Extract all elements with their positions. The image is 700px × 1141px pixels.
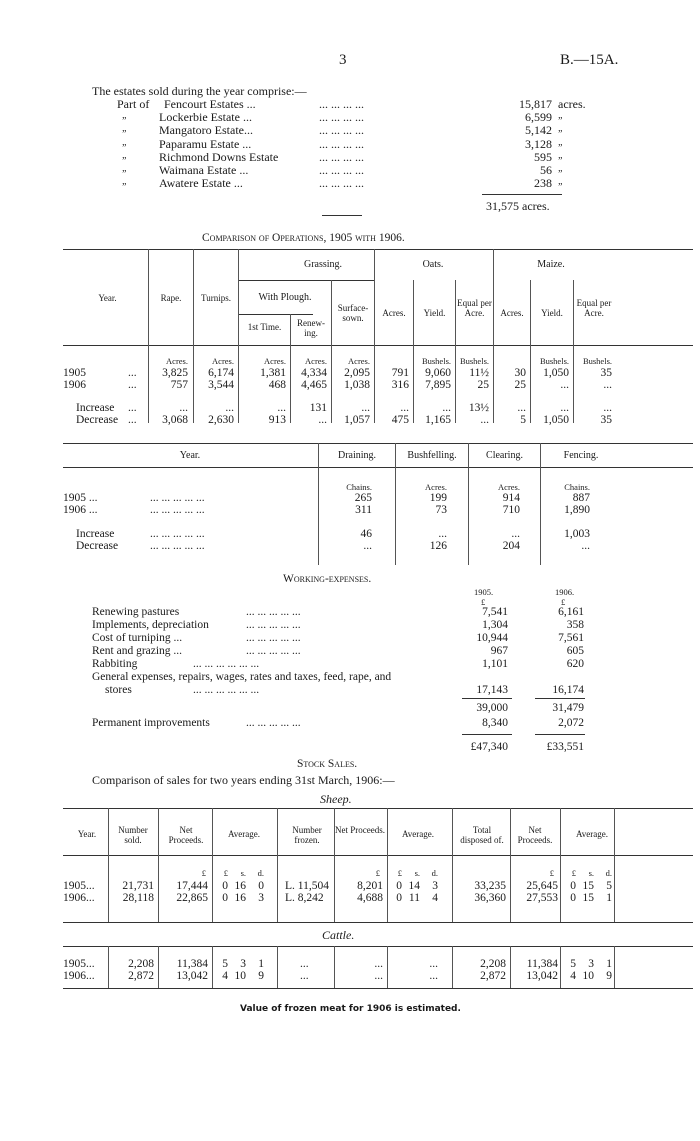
average-pounds: 0 bbox=[570, 880, 576, 892]
expense-1906: 605 bbox=[566, 645, 584, 657]
estate-unit: „ bbox=[558, 149, 564, 161]
cell-value: 35 bbox=[600, 414, 612, 426]
cell-value: 25 bbox=[477, 379, 489, 391]
estate-name: Waimana Estate ... bbox=[159, 163, 249, 177]
total-proceeds: 13,042 bbox=[526, 970, 558, 982]
unit-label: Acres. bbox=[264, 356, 286, 366]
cell-value: ... bbox=[225, 402, 234, 414]
number-frozen: L. 11,504 bbox=[285, 880, 329, 892]
estate-prefix: „ bbox=[122, 110, 128, 122]
estate-acres: 15,817 bbox=[519, 97, 552, 111]
row-label: 1905 ... bbox=[63, 492, 98, 504]
estate-name: Richmond Downs Estate bbox=[159, 149, 279, 164]
header-grassing: Grassing. bbox=[303, 259, 343, 270]
estate-acres: 56 bbox=[540, 163, 552, 177]
cell-value: ... bbox=[560, 379, 569, 391]
average-pence: 3 bbox=[432, 880, 438, 892]
expenses-subtotal-1906: 31,479 bbox=[552, 702, 584, 714]
stock-header-frozen-proceeds: Net Proceeds. bbox=[335, 825, 385, 835]
cell-value: 1,050 bbox=[543, 414, 569, 426]
row-label: 1905... bbox=[63, 958, 95, 970]
cell-value: 475 bbox=[391, 414, 409, 426]
expense-label: Implements, depreciation bbox=[92, 619, 209, 631]
row-leader: ... bbox=[128, 379, 137, 391]
average-shillings: 10 bbox=[582, 970, 594, 982]
estate-name: Mangatoro Estate... bbox=[159, 123, 253, 138]
cell-value: 265 bbox=[354, 492, 372, 504]
estate-leader: ... ... ... ... bbox=[319, 176, 364, 191]
expenses-subtotal-1905: 39,000 bbox=[476, 702, 508, 714]
estate-acres: 6,599 bbox=[525, 110, 552, 125]
cell-value: 914 bbox=[502, 492, 520, 504]
row-label: 1905... bbox=[63, 880, 95, 892]
row-label: Increase bbox=[76, 528, 115, 540]
cell-value: 1,050 bbox=[543, 367, 569, 379]
row-leader: ... ... ... ... ... bbox=[150, 504, 205, 516]
row-leader: ... ... ... ... ... bbox=[150, 492, 205, 504]
sheep-title: Sheep. bbox=[320, 792, 352, 806]
average-shillings: 10 bbox=[234, 970, 246, 982]
footnote: Value of frozen meat for 1906 is estimated. bbox=[240, 1004, 461, 1014]
cell-value: 757 bbox=[170, 379, 188, 391]
row-label: Increase bbox=[76, 402, 115, 414]
estate-name: Awatere Estate ... bbox=[159, 176, 243, 191]
average-pounds: 5 bbox=[570, 958, 576, 970]
unit-label: Acres. bbox=[348, 356, 370, 366]
expenses-col-1906: 1906. bbox=[555, 587, 575, 597]
unit-label: £ bbox=[571, 868, 576, 878]
cell-value: 2,630 bbox=[208, 414, 234, 426]
row-leader: ... ... ... ... ... bbox=[150, 540, 205, 552]
estate-row bbox=[92, 163, 572, 177]
average-pence: 1 bbox=[258, 958, 264, 970]
expense-leader: ... ... ... ... ... bbox=[246, 645, 301, 657]
unit-label: Bushels. bbox=[421, 356, 451, 366]
expense-label: Cost of turniping ... bbox=[92, 632, 183, 644]
estate-row bbox=[92, 137, 572, 151]
stock-header-average: Average. bbox=[227, 829, 261, 839]
stock-intro: Comparison of sales for two years ending 31st March, 1906:— bbox=[92, 773, 395, 787]
expense-leader: ... ... ... ... ... bbox=[246, 619, 301, 631]
header-maize: Maize. bbox=[537, 259, 565, 270]
estate-unit: „ bbox=[558, 136, 564, 148]
cell-value: ... bbox=[581, 540, 590, 552]
unit-label: Chains. bbox=[346, 482, 372, 492]
estate-leader: ... ... ... ... bbox=[319, 123, 364, 138]
header-oats: Oats. bbox=[422, 259, 444, 270]
cell-value: ... bbox=[517, 402, 526, 414]
header-turnips: Turnips. bbox=[201, 293, 231, 303]
average-pounds: 4 bbox=[222, 970, 228, 982]
average-pounds: 0 bbox=[396, 892, 402, 904]
unit-label: £ bbox=[375, 868, 380, 878]
number-frozen: ... bbox=[300, 970, 309, 982]
unit-label: Acres. bbox=[305, 356, 327, 366]
estate-prefix: „ bbox=[122, 163, 128, 174]
estate-leader: ... ... ... ... bbox=[319, 97, 364, 111]
cell-value: 35 bbox=[600, 367, 612, 379]
row-leader: ... bbox=[128, 402, 137, 414]
average-pence: 9 bbox=[258, 970, 264, 982]
expenses-title: Working-expenses. bbox=[283, 573, 372, 585]
row-label: 1906... bbox=[63, 892, 95, 904]
cell-value: 46 bbox=[360, 528, 372, 540]
cell-value: 1,003 bbox=[564, 528, 590, 540]
works-header-bushfelling: Bushfelling. bbox=[407, 450, 457, 461]
estate-unit: „ bbox=[558, 123, 564, 135]
expense-leader: ... ... ... ... ... bbox=[246, 632, 301, 644]
cell-value: 3,544 bbox=[208, 379, 234, 391]
unit-label: Acres. bbox=[212, 356, 234, 366]
estate-unit: „ bbox=[558, 163, 564, 174]
average-pounds: 0 bbox=[222, 880, 228, 892]
average-pence: 5 bbox=[606, 880, 612, 892]
expense-1906: 6,161 bbox=[558, 606, 584, 618]
estate-leader: ... ... ... ... bbox=[319, 110, 364, 125]
expense-leader: ... ... ... ... ... ... bbox=[193, 658, 260, 670]
cell-value: 13½ bbox=[468, 402, 489, 414]
cell-value: 316 bbox=[391, 379, 409, 391]
cattle-title: Cattle. bbox=[322, 928, 355, 942]
row-label: 1906 ... bbox=[63, 504, 98, 516]
unit-label: £ bbox=[201, 868, 206, 878]
header-first-time: 1st Time. bbox=[247, 322, 282, 332]
estate-row bbox=[92, 150, 572, 164]
estate-prefix: „ bbox=[122, 123, 128, 135]
cell-value: 710 bbox=[502, 504, 520, 516]
expense-1906: 620 bbox=[566, 658, 584, 670]
average-pounds: 5 bbox=[222, 958, 228, 970]
expenses-total-1905: £47,340 bbox=[470, 741, 508, 753]
stock-header-net-proceeds: Net Proceeds. bbox=[168, 825, 204, 845]
average-shillings: 15 bbox=[582, 892, 594, 904]
cell-value: 468 bbox=[268, 379, 286, 391]
works-header-year: Year. bbox=[179, 450, 201, 461]
number-sold: 2,208 bbox=[128, 958, 154, 970]
unit-label: s. bbox=[240, 868, 246, 878]
number-sold: 28,118 bbox=[122, 892, 154, 904]
stock-header-total-average: Average. bbox=[575, 829, 609, 839]
cell-value: ... bbox=[363, 540, 372, 552]
estate-prefix: „ bbox=[122, 149, 128, 161]
expenses-general-label: General expenses, repairs, wages, rates and taxes, feed, rape, and bbox=[92, 671, 392, 683]
total-proceeds: 27,553 bbox=[526, 892, 558, 904]
stock-title: Stock Sales. bbox=[297, 758, 358, 770]
estate-unit: „ bbox=[558, 110, 564, 122]
average-shillings: 16 bbox=[234, 892, 246, 904]
row-label: Decrease bbox=[76, 540, 119, 552]
unit-label: £ bbox=[549, 868, 554, 878]
number-sold: 2,872 bbox=[128, 970, 154, 982]
number-frozen: ... bbox=[300, 958, 309, 970]
average-pounds: 4 bbox=[570, 970, 576, 982]
expense-leader: ... ... ... ... ... bbox=[246, 606, 301, 618]
header-surface-sown: Surface- sown. bbox=[337, 303, 369, 323]
net-proceeds: 13,042 bbox=[176, 970, 208, 982]
row-label: 1906... bbox=[63, 970, 95, 982]
total-proceeds: 25,645 bbox=[526, 880, 558, 892]
cell-value: ... bbox=[361, 402, 370, 414]
expense-1905: 10,944 bbox=[476, 632, 508, 644]
estate-row bbox=[92, 176, 572, 190]
stock-header-number-frozen: Number frozen. bbox=[292, 825, 322, 845]
average-pence: 4 bbox=[432, 892, 438, 904]
estates-total-rule bbox=[482, 194, 562, 195]
estate-row bbox=[92, 97, 586, 111]
expenses-general-1906: 16,174 bbox=[552, 684, 584, 696]
total-disposed: 33,235 bbox=[474, 880, 506, 892]
estate-acres: 3,128 bbox=[525, 136, 552, 151]
cell-value: 3,068 bbox=[162, 414, 188, 426]
unit-label: £ bbox=[223, 868, 228, 878]
estate-unit: acres. bbox=[558, 97, 586, 111]
cell-value: ... bbox=[442, 402, 451, 414]
cell-value: ... bbox=[179, 402, 188, 414]
cell-value: 30 bbox=[514, 367, 526, 379]
net-proceeds: 17,444 bbox=[176, 880, 208, 892]
cell-value: ... bbox=[603, 402, 612, 414]
works-header-rule bbox=[63, 467, 693, 468]
cell-value: ... bbox=[400, 402, 409, 414]
expense-label: Rent and grazing ... bbox=[92, 645, 183, 657]
average-empty: ... bbox=[429, 970, 438, 982]
unit-label: Bushels. bbox=[582, 356, 612, 366]
cell-value: 1,038 bbox=[344, 379, 370, 391]
estate-leader: ... ... ... ... bbox=[319, 136, 364, 151]
average-empty: ... bbox=[429, 958, 438, 970]
unit-label: Bushels. bbox=[459, 356, 489, 366]
estate-acres: 5,142 bbox=[525, 123, 552, 138]
expense-1906: 358 bbox=[566, 619, 584, 631]
unit-label: s. bbox=[414, 868, 420, 878]
average-pence: 3 bbox=[258, 892, 264, 904]
header-with-plough: With Plough. bbox=[258, 292, 312, 303]
cell-value: 1,165 bbox=[425, 414, 451, 426]
unit-label: Acres. bbox=[425, 482, 447, 492]
estate-row bbox=[92, 110, 572, 124]
expense-label: Rabbiting bbox=[92, 658, 138, 670]
stock-header-total-proceeds: Net Proceeds. bbox=[517, 825, 553, 845]
row-label: Decrease bbox=[76, 414, 119, 426]
expense-1905: 1,101 bbox=[482, 658, 508, 670]
cell-value: ... bbox=[560, 402, 569, 414]
expense-1905: 7,541 bbox=[482, 606, 508, 618]
total-disposed: 2,208 bbox=[480, 958, 506, 970]
estate-prefix: „ bbox=[122, 136, 128, 148]
expenses-permanent-1906: 2,072 bbox=[558, 717, 584, 729]
header-maize-yield: Yield. bbox=[541, 308, 563, 318]
cell-value: 11½ bbox=[469, 367, 489, 379]
estate-prefix: Part of bbox=[117, 97, 150, 111]
unit-label: s. bbox=[588, 868, 594, 878]
unit-label: d. bbox=[431, 868, 438, 878]
header-maize-equal: Equal per Acre. bbox=[576, 298, 612, 318]
expenses-general-leader: ... ... ... ... ... ... bbox=[193, 684, 260, 696]
average-shillings: 14 bbox=[408, 880, 420, 892]
unit-label: £ bbox=[397, 868, 402, 878]
number-sold: 21,731 bbox=[122, 880, 154, 892]
stock-header-frozen-average: Average. bbox=[401, 829, 435, 839]
estate-name: Paparamu Estate ... bbox=[159, 136, 252, 151]
total-proceeds: 11,384 bbox=[526, 958, 558, 970]
frozen-proceeds: ... bbox=[374, 958, 383, 970]
expense-label: Renewing pastures bbox=[92, 606, 180, 618]
expenses-unit-1906: £ bbox=[561, 597, 566, 607]
expense-1905: 1,304 bbox=[482, 619, 508, 631]
cell-value: 791 bbox=[391, 367, 409, 379]
expenses-permanent-leader: ... ... ... ... ... bbox=[246, 717, 301, 729]
cell-value: 1,890 bbox=[564, 504, 590, 516]
comparison-title: Comparison of Operations, 1905 with 1906. bbox=[202, 232, 405, 244]
expenses-general-1905: 17,143 bbox=[476, 684, 508, 696]
estate-leader: ... ... ... ... bbox=[319, 149, 364, 164]
total-disposed: 2,872 bbox=[480, 970, 506, 982]
page-number: 3 bbox=[339, 52, 347, 68]
unit-label: d. bbox=[605, 868, 612, 878]
cell-value: 4,334 bbox=[301, 367, 327, 379]
stock-header-number-sold: Number sold. bbox=[118, 825, 148, 845]
expense-1906: 7,561 bbox=[558, 632, 584, 644]
cell-value: ... bbox=[277, 402, 286, 414]
row-label: 1906 bbox=[63, 379, 86, 391]
cell-value: ... bbox=[511, 528, 520, 540]
header-renewing: Renew- ing. bbox=[297, 318, 325, 338]
estate-name: Lockerbie Estate ... bbox=[159, 110, 252, 125]
stock-header-total-disposed: Total disposed of. bbox=[460, 825, 504, 845]
average-pounds: 0 bbox=[570, 892, 576, 904]
estate-acres: 595 bbox=[534, 149, 552, 164]
expenses-general-label-2: stores bbox=[105, 684, 132, 696]
cell-value: 9,060 bbox=[425, 367, 451, 379]
frozen-proceeds: ... bbox=[374, 970, 383, 982]
unit-label: d. bbox=[257, 868, 264, 878]
average-shillings: 3 bbox=[588, 958, 594, 970]
unit-label: Chains. bbox=[564, 482, 590, 492]
estate-prefix: „ bbox=[122, 176, 128, 188]
cell-value: 311 bbox=[355, 504, 372, 516]
average-shillings: 11 bbox=[408, 892, 420, 904]
frozen-proceeds: 4,688 bbox=[357, 892, 383, 904]
average-shillings: 16 bbox=[234, 880, 246, 892]
cell-value: 3,825 bbox=[162, 367, 188, 379]
estate-leader: ... ... ... ... bbox=[319, 163, 364, 177]
average-pounds: 0 bbox=[222, 892, 228, 904]
unit-label: Bushels. bbox=[539, 356, 569, 366]
average-pounds: 0 bbox=[396, 880, 402, 892]
unit-label: Acres. bbox=[498, 482, 520, 492]
cell-value: ... bbox=[438, 528, 447, 540]
cell-value: 4,465 bbox=[301, 379, 327, 391]
cell-value: 73 bbox=[435, 504, 447, 516]
average-shillings: 15 bbox=[582, 880, 594, 892]
estates-intro: The estates sold during the year comprise:— bbox=[92, 84, 307, 98]
cell-value: 1,057 bbox=[344, 414, 370, 426]
works-header-fencing: Fencing. bbox=[563, 450, 599, 461]
cell-value: 5 bbox=[520, 414, 526, 426]
cell-value: 25 bbox=[514, 379, 526, 391]
cell-value: 199 bbox=[429, 492, 447, 504]
expenses-total-1906: £33,551 bbox=[546, 741, 584, 753]
header-rape: Rape. bbox=[160, 293, 182, 303]
expenses-col-1905: 1905. bbox=[474, 587, 494, 597]
cell-value: 887 bbox=[572, 492, 590, 504]
frozen-proceeds: 8,201 bbox=[357, 880, 383, 892]
net-proceeds: 22,865 bbox=[176, 892, 208, 904]
average-shillings: 3 bbox=[240, 958, 246, 970]
expenses-permanent-label: Permanent improvements bbox=[92, 717, 210, 729]
row-leader: ... bbox=[128, 414, 137, 426]
works-top-rule bbox=[63, 443, 693, 444]
cell-value: 913 bbox=[268, 414, 286, 426]
total-disposed: 36,360 bbox=[474, 892, 506, 904]
header-oats-yield: Yield. bbox=[423, 308, 446, 318]
average-pence: 1 bbox=[606, 958, 612, 970]
header-oats-acres: Acres. bbox=[382, 308, 406, 318]
header-year: Year. bbox=[98, 293, 117, 303]
estate-row bbox=[92, 123, 572, 137]
cell-value: 6,174 bbox=[208, 367, 234, 379]
number-frozen: L. 8,242 bbox=[285, 892, 324, 904]
document-reference: B.—15A. bbox=[560, 52, 619, 68]
average-pence: 0 bbox=[258, 880, 264, 892]
average-pence: 9 bbox=[606, 970, 612, 982]
expenses-permanent-1905: 8,340 bbox=[482, 717, 508, 729]
row-leader: ... bbox=[128, 367, 137, 379]
estate-unit: „ bbox=[558, 176, 564, 188]
cell-value: ... bbox=[603, 379, 612, 391]
cell-value: ... bbox=[318, 414, 327, 426]
section-divider bbox=[322, 215, 362, 216]
estates-total: 31,575 acres. bbox=[486, 199, 550, 213]
estate-name: Fencourt Estates ... bbox=[164, 97, 256, 111]
average-pence: 1 bbox=[606, 892, 612, 904]
works-header-clearing: Clearing. bbox=[486, 450, 523, 461]
expenses-unit-1905: £ bbox=[481, 597, 486, 607]
estate-acres: 238 bbox=[534, 176, 552, 191]
works-header-draining: Draining. bbox=[337, 450, 377, 461]
row-leader: ... ... ... ... ... bbox=[150, 528, 205, 540]
cell-value: 2,095 bbox=[344, 367, 370, 379]
net-proceeds: 11,384 bbox=[176, 958, 208, 970]
expense-1905: 967 bbox=[490, 645, 508, 657]
stock-header-year: Year. bbox=[77, 829, 97, 839]
cell-value: ... bbox=[480, 414, 489, 426]
row-label: 1905 bbox=[63, 367, 86, 379]
cell-value: 131 bbox=[309, 402, 327, 414]
cell-value: 7,895 bbox=[425, 379, 451, 391]
cell-value: 1,381 bbox=[260, 367, 286, 379]
unit-label: Acres. bbox=[166, 356, 188, 366]
header-maize-acres: Acres. bbox=[500, 308, 524, 318]
cell-value: 126 bbox=[429, 540, 447, 552]
cell-value: 204 bbox=[502, 540, 520, 552]
header-oats-equal: Equal per Acre. bbox=[457, 298, 492, 318]
